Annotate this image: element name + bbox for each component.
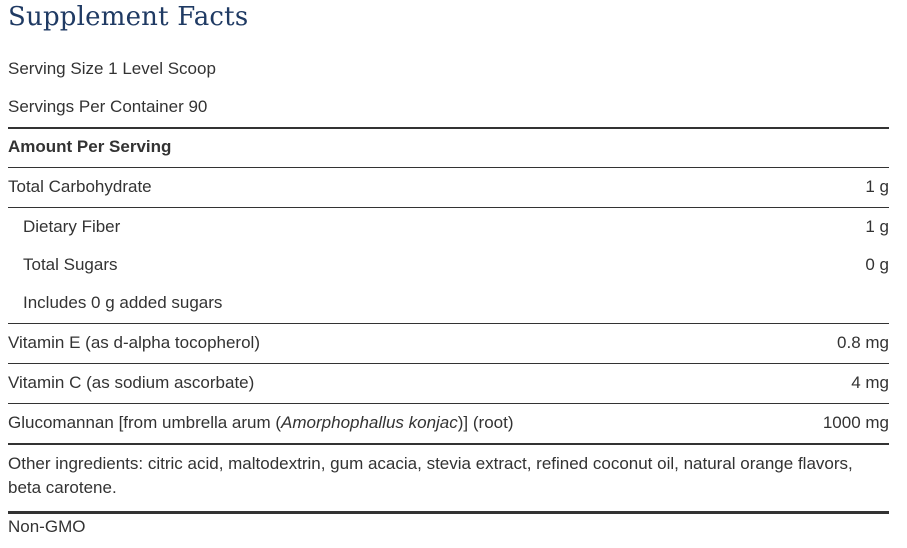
- row-value: 1000 mg: [822, 413, 889, 432]
- divider: [8, 363, 889, 364]
- row-value: 1 g: [865, 217, 889, 236]
- row-label: [8, 413, 889, 433]
- divider-thick: [8, 127, 889, 129]
- label-italic-species: Amorphophallus konjac: [281, 413, 458, 432]
- servings-per-container: Servings Per Container 90: [8, 97, 208, 116]
- row-label: Includes 0 g added sugars: [23, 293, 223, 312]
- divider: [8, 207, 889, 208]
- row-label: Vitamin E (as d-alpha tocopherol): [8, 333, 260, 352]
- page-title: Supplement Facts: [8, 2, 249, 32]
- serving-size: Serving Size 1 Level Scoop: [8, 59, 216, 78]
- divider-thick: [8, 443, 889, 445]
- label-text: )] (root): [457, 413, 514, 432]
- divider: [8, 167, 889, 168]
- row-value: 4 mg: [851, 373, 889, 392]
- row-value: 0 g: [865, 255, 889, 274]
- amount-per-serving-header: Amount Per Serving: [8, 137, 172, 156]
- divider: [8, 403, 889, 404]
- row-label: Dietary Fiber: [23, 217, 121, 236]
- row-label: Total Sugars: [23, 255, 118, 274]
- row-value: 0.8 mg: [837, 333, 889, 352]
- non-gmo-label: Non-GMO: [8, 517, 86, 536]
- divider-thick: [8, 511, 889, 514]
- row-label: Total Carbohydrate: [8, 177, 152, 196]
- row-label: Vitamin C (as sodium ascorbate): [8, 373, 255, 392]
- row-value: 1 g: [865, 177, 889, 196]
- divider: [8, 323, 889, 324]
- label-text: Glucomannan [from umbrella arum (: [8, 413, 282, 432]
- other-ingredients: Other ingredients: citric acid, maltodextrin, gum acacia, stevia extract, refined coconut oil, natural orange flavors, beta carotene.: [8, 454, 853, 497]
